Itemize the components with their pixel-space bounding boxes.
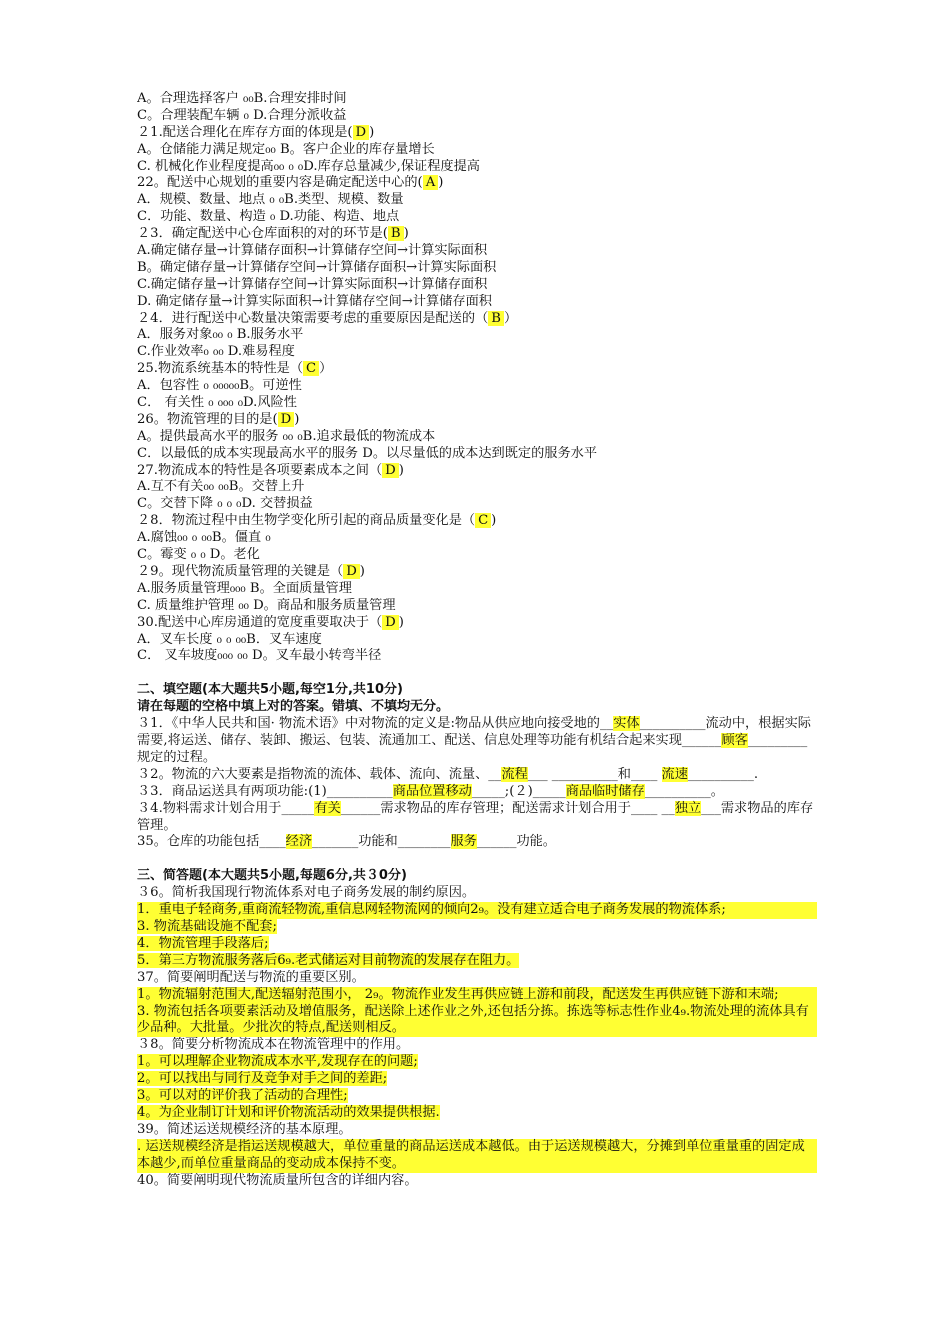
question-26: 26。物流管理的目的是( D ) [137, 411, 300, 427]
question-22: 22。配送中心规划的重要内容是确定配送中心的( A ) [137, 175, 444, 191]
question-23: ２3．确定配送中心仓库面积的对的环节是( B ) [137, 226, 409, 242]
option-line: C。霉变 ₀ ₀ D。老化 [137, 547, 260, 563]
section-2-title: 二、填空题(本大题共5小题,每空1分,共10分) [137, 682, 403, 698]
option-line: A.腐蚀₀₀ ₀ ₀₀B。僵直 ₀ [137, 530, 271, 546]
option-line: A．包容性 ₀ ₀₀₀₀₀B。可逆性 [137, 378, 302, 394]
answer-line: 2。可以找出与同行及竞争对手之间的差距; [137, 1071, 388, 1087]
option-line: A.确定储存量→计算储存面积→计算储存空间→计算实际面积 [137, 243, 488, 259]
question-31: ３1．《中华人民共和国· 物流术语》中对物流的定义是:物品从供应地向接受地的__实体__________流动中，根据实际需要,将运送、储存、装卸、搬运、包装、流通加工、配送、信息处理等功能有机结合起来实现______顾客_________规定的过程。 [137, 716, 811, 765]
option-line: C.作业效率₀ ₀₀ D.难易程度 [137, 344, 295, 360]
question-37: 37。简要阐明配送与物流的重要区别。 [137, 969, 365, 985]
question-28: ２8．物流过程中由生物学变化所引起的商品质量变化是（ C ) [137, 513, 497, 529]
question-30: 30.配送中心库房通道的宽度重要取决于（ D ) [137, 614, 404, 630]
answer-highlight: 实体 [613, 716, 640, 732]
option-line: A。仓储能力满足规定₀₀ B。客户企业的库存量增长 [137, 141, 435, 157]
answer-highlight: D [278, 412, 295, 427]
question-40: 40。简要阐明现代物流质量所包含的详细内容。 [137, 1172, 418, 1188]
answer-highlight: 有关 [314, 800, 341, 816]
option-line: A.互不有关₀₀ ₀₀B。交替上升 [137, 479, 305, 495]
answer-highlight: C [475, 513, 491, 528]
question-35: 35。仓库的功能包括____经济_______功能和________服务______功能。 [137, 834, 556, 850]
question-38: ３8。简要分析物流成本在物流管理中的作用。 [137, 1037, 410, 1053]
option-line: C．功能、数量、构造 ₀ D.功能、构造、地点 [137, 209, 400, 225]
question-29: ２9。现代物流质量管理的关键是（ D ) [137, 563, 365, 579]
answer-highlight: B [488, 311, 504, 326]
answer-line: 1．重电子轻商务,重商流轻物流,重信息网轻物流网的倾向2₉。没有建立适合电子商务发展的物流体系; [137, 902, 817, 919]
answer-highlight: 流速 [661, 766, 688, 782]
option-line: A。合理选择客户 ₀₀B.合理安排时间 [137, 91, 347, 106]
option-line: C. 机械化作业程度提高₀₀ ₀ ₀D.库存总量减少,保证程度提高 [137, 158, 480, 174]
question-33: ３3．商品运送具有两项功能:(1)__________商品位置移动_____;(２)_____商品临时储存__________。 [137, 783, 724, 799]
option-line: C． 有关性 ₀ ₀₀₀ ₀D.风险性 [137, 395, 297, 411]
option-line: A．服务对象₀₀ ₀ B.服务水平 [137, 327, 304, 343]
section-2-note: 请在每题的空格中填上对的答案。错填、不填均无分。 [137, 699, 450, 715]
question-27: 27.物流成本的特性是各项要素成本之间（ D ) [137, 462, 404, 478]
answer-highlight: 经济 [285, 834, 313, 850]
answer-line: 3. 物流基础设施不配套; [137, 919, 277, 934]
option-line: A。提供最高水平的服务 ₀₀ ₀B.追求最低的物流成本 [137, 428, 436, 444]
option-line: B。确定储存量→计算储存空间→计算储存面积→计算实际面积 [137, 259, 497, 275]
answer-highlight: D [382, 463, 399, 478]
answer-line: 4。为企业制订计划和评价物流活动的效果提供根据. [137, 1104, 440, 1120]
question-34: ３4.物料需求计划合用于_____有关______需求物品的库存管理；配送需求计划合用于____ __独立___需求物品的库存管理。 [137, 800, 814, 833]
option-line: C.确定储存量→计算储存空间→计算实际面积→计算储存面积 [137, 276, 488, 292]
answer-line: 1。可以理解企业物流成本水平,发现存在的问题; [137, 1054, 418, 1070]
question-32: ３2。物流的六大要素是指物流的流体、载体、流向、流量、__流程___ __________和____ 流速__________. [137, 766, 759, 782]
option-line: C． 叉车坡度₀₀₀ ₀₀ D。叉车最小转弯半径 [137, 648, 382, 664]
answer-highlight: A [423, 175, 439, 190]
option-line: A．规模、数量、地点 ₀ ₀B.类型、规模、数量 [137, 192, 404, 208]
option-line: C。交替下降 ₀ ₀ ₀D. 交替损益 [137, 496, 313, 512]
answer-highlight: 独立 [674, 800, 702, 816]
option-line: D. 确定储存量→计算实际面积→计算储存空间→计算储存面积 [137, 293, 492, 309]
answer-line: . 运送规模经济是指运送规模越大，单位重量的商品运送成本越低。由于运送规模越大，分摊到单位重量重的固定成本越少,而单位重量商品的变动成本保持不变。 [137, 1139, 817, 1173]
answer-highlight: B [388, 226, 404, 241]
question-39: 39。简述运送规模经济的基本原理。 [137, 1121, 352, 1137]
section-3-title: 三、简答题(本大题共5小题,每题6分,共３0分) [137, 868, 407, 884]
question-24: ２4．进行配送中心数量决策需要考虑的重要原因是配送的（ B ） [137, 310, 518, 326]
question-36: ３6。简析我国现行物流体系对电子商务发展的制约原因。 [137, 885, 476, 901]
answer-line: 3. 物流包括各项要素活动及增值服务，配送除上述作业之外,还包括分拣。拣选等标志性作业4₉.物流处理的流体具有少品种。大批量。少批次的特点,配送则相反。 [137, 1004, 817, 1038]
option-line: A.服务质量管理₀₀₀ B。全面质量管理 [137, 580, 352, 596]
answer-highlight: 顾客 [721, 732, 748, 748]
answer-highlight: 服务 [450, 834, 477, 850]
document-page [137, 91, 817, 1189]
answer-highlight: D [382, 615, 399, 630]
answer-highlight: D [353, 125, 370, 140]
answer-line: 1。物流辐射范围大,配送辐射范围小， 2₉。物流作业发生再供应链上游和前段，配送发生再供应链下游和末端; [137, 987, 817, 1004]
answer-highlight: 商品临时储存 [565, 783, 645, 799]
question-25: 25.物流系统基本的特性是（ C ） [137, 361, 333, 377]
answer-highlight: 商品位置移动 [392, 783, 472, 799]
answer-highlight: C [303, 361, 319, 376]
answer-line: 5．第三方物流服务落后6₉.老式储运对目前物流的发展存在阻力。 [137, 952, 520, 968]
option-line: C．以最低的成本实现最高水平的服务 D。以尽量低的成本达到既定的服务水平 [137, 445, 598, 461]
answer-line: 3。可以对的评价我了活动的合理性; [137, 1088, 348, 1104]
question-21: ２1.配送合理化在库存方面的体现是( D ) [137, 124, 375, 140]
option-line: C. 质量维护管理 ₀₀ D。商品和服务质量管理 [137, 597, 396, 613]
answer-highlight: 流程 [501, 766, 528, 782]
option-line: A．叉车长度 ₀ ₀ ₀₀B．叉车速度 [137, 631, 322, 647]
answer-line: 4．物流管理手段落后; [137, 935, 269, 951]
answer-highlight: D [343, 564, 360, 579]
option-line: C。合理装配车辆 ₀ D.合理分派收益 [137, 107, 347, 123]
